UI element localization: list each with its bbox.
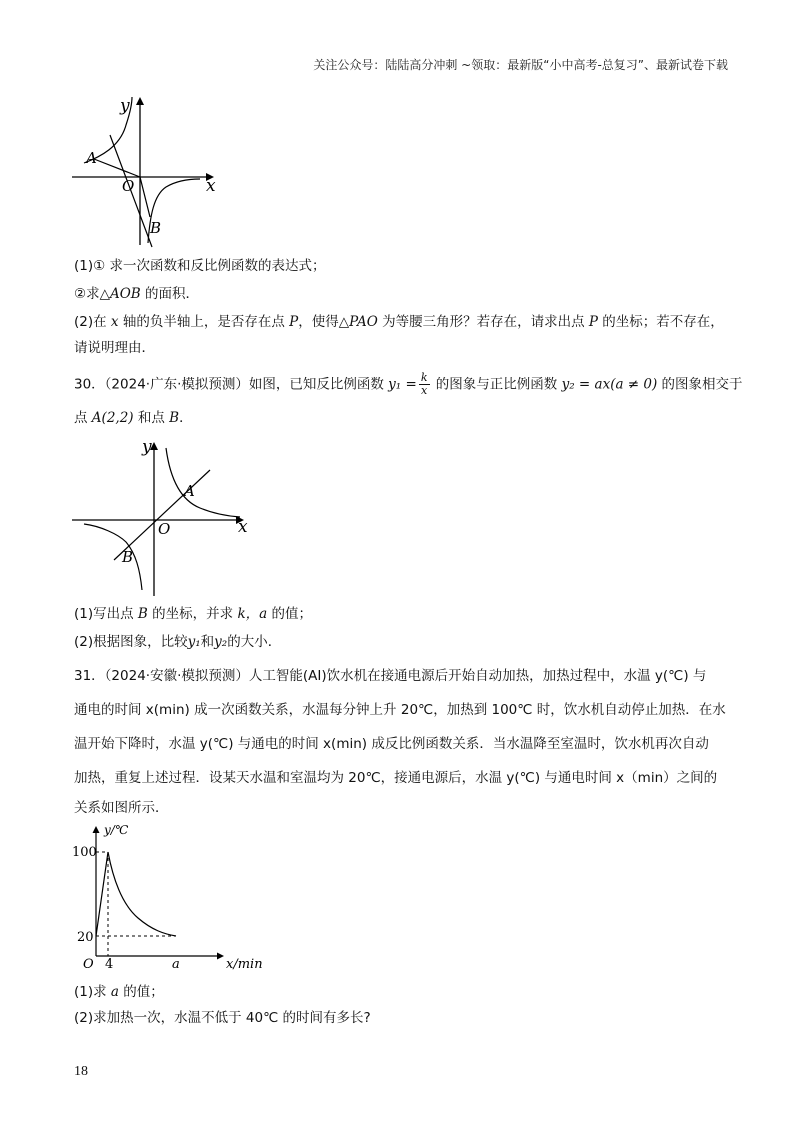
tick-a: a [172, 957, 180, 972]
label-x-unit: x/min [226, 957, 263, 972]
fraction-k-over-x: $\frac{k}{x}$ [420, 371, 428, 397]
q29-part1-2: ②求△AOB 的面积． [74, 286, 200, 302]
cooling-curve [108, 852, 176, 936]
label-x: x [206, 176, 216, 196]
label-B: B [150, 219, 162, 237]
q30-stem-line1: 30．（2024·广东·模拟预测）如图，已知反比例函数 y₁ = $\frac{k}{x}$ 的图象与正比例函数 y₂ = ax(a ≠ 0) 的图象相交于 [74, 371, 743, 397]
page-header: 关注公众号：陆陆高分冲刺 ~领取：最新版“小中高考-总复习”、最新试卷下载 [313, 58, 728, 72]
q29-part2-cont: 请说明理由． [74, 340, 155, 356]
segment-OA [94, 159, 140, 177]
y-axis-arrow [93, 826, 100, 833]
q31-stem-line2: 通电的时间 x(min) 成一次函数关系，水温每分钟上升 20℃，加热到 100℃ 时，饮水机自动停止加热．在水 [74, 702, 726, 718]
q30-part2: (2)根据图象，比较y₁和y₂的大小． [74, 634, 282, 650]
q31-stem-line3: 温开始下降时，水温 y(℃) 与通电的时间 x(min) 成反比例函数关系．当水温降至室温时，饮水机再次自动 [74, 736, 709, 752]
q30-part1: (1)写出点 B 的坐标，并求 k，a 的值； [74, 606, 312, 622]
label-O: O [158, 520, 171, 538]
tick-100: 100 [72, 845, 97, 860]
label-O: O [83, 957, 94, 972]
label-x: x [238, 517, 248, 537]
q31-part1: (1)求 a 的值； [74, 984, 164, 1000]
segment-OB [140, 177, 150, 217]
label-A: A [184, 482, 195, 500]
q31-part2: (2)求加热一次，水温不低于 40℃ 的时间有多长? [74, 1010, 371, 1026]
label-y: y [120, 96, 130, 116]
q31-stem-line1: 31．（2024·安徽·模拟预测）人工智能(AI)饮水机在接通电源后开始自动加热，加热过程中，水温 y(℃) 与 [74, 668, 707, 684]
q29-part1: (1)① 求一次函数和反比例函数的表达式； [74, 258, 326, 274]
label-A: A [86, 149, 97, 167]
q30-stem-line2: 点 A(2,2) 和点 B． [74, 410, 193, 426]
tick-20: 20 [77, 930, 94, 945]
y-axis-arrow [136, 97, 144, 105]
proportional-function-line [114, 470, 210, 560]
hyperbola-branch-3 [84, 524, 142, 590]
heating-segment [96, 852, 108, 936]
tick-4: 4 [105, 957, 114, 972]
label-y-unit: y/℃ [104, 823, 129, 837]
q31-stem-line5: 关系如图所示． [74, 800, 169, 816]
figure-q31-graph [72, 822, 272, 972]
q31-stem-line4: 加热，重复上述过程．设某天水温和室温均为 20℃，接通电源后，水温 y(℃) 与通电时间 x（min）之间的 [74, 770, 718, 786]
figure-q29-graph [70, 95, 230, 245]
figure-q30-graph [70, 438, 260, 598]
label-y: y [142, 437, 152, 457]
hyperbola-branch-1 [166, 448, 240, 517]
label-B: B [122, 548, 134, 566]
x-axis-arrow [217, 953, 224, 960]
page-number: 18 [74, 1064, 88, 1079]
q29-part2: (2)在 x 轴的负半轴上，是否存在点 P，使得△PAO 为等腰三角形？若存在，请求出点 P 的坐标；若不存在， [74, 314, 724, 330]
label-O: O [122, 177, 135, 195]
